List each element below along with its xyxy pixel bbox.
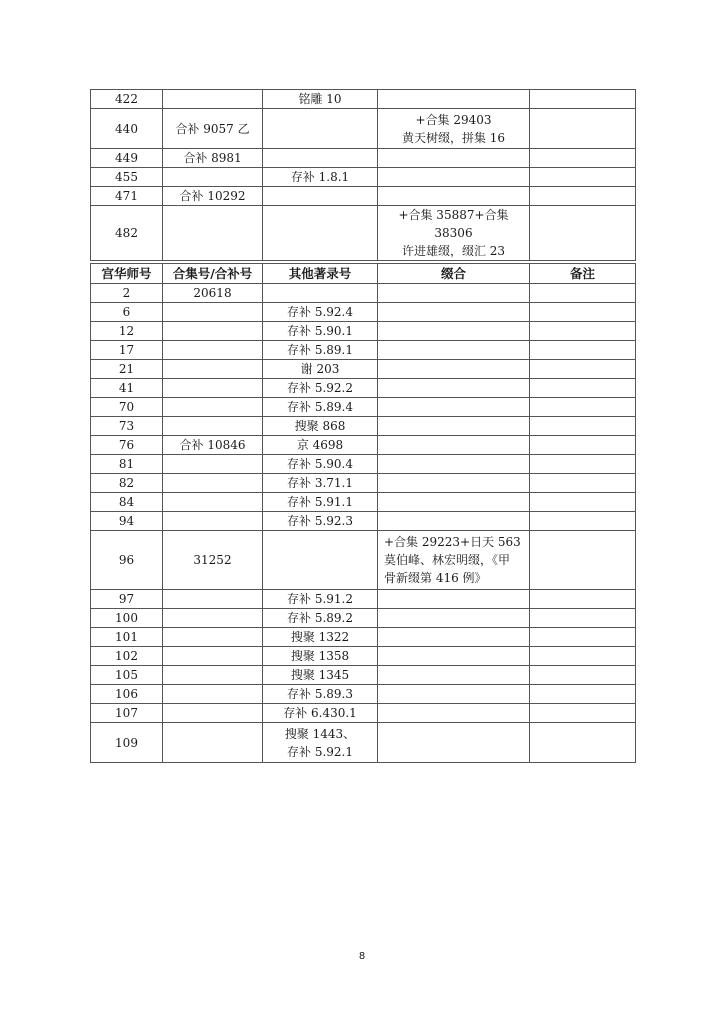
- cell-remarks: [530, 474, 636, 493]
- cell-rejoin: [378, 512, 530, 531]
- cell-line: +合集 29223+日天 563: [384, 535, 521, 549]
- cell-gonghua-number: 482: [91, 206, 163, 261]
- cell-other-records: [263, 149, 378, 168]
- catalog-table: [90, 263, 636, 763]
- cell-remarks: [530, 149, 636, 168]
- cell-heji-number: [163, 493, 263, 512]
- cell-gonghua-number: 21: [91, 360, 163, 379]
- cell-line: 莫伯峰、林宏明缀，《甲: [384, 553, 511, 567]
- table-row: [91, 187, 636, 206]
- table-row: [91, 493, 636, 512]
- cell-other-records: 存补 5.92.4: [263, 303, 378, 322]
- cell-rejoin: [378, 628, 530, 647]
- page-number: 8: [358, 951, 366, 962]
- cell-rejoin: [378, 360, 530, 379]
- table-row: [91, 455, 636, 474]
- cell-other-records: 存补 3.71.1: [263, 474, 378, 493]
- cell-gonghua-number: 81: [91, 455, 163, 474]
- cell-heji-number: [163, 303, 263, 322]
- cell-heji-number: [163, 590, 263, 609]
- cell-other-records: 存补 5.92.2: [263, 379, 378, 398]
- cell-gonghua-number: 455: [91, 168, 163, 187]
- cell-remarks: [530, 341, 636, 360]
- cell-remarks: [530, 531, 636, 590]
- table-row: [91, 206, 636, 261]
- cell-other-records: [263, 531, 378, 590]
- cell-gonghua-number: 105: [91, 666, 163, 685]
- cell-line: +合集 35887+合集 38306: [398, 208, 509, 240]
- cell-line: 黄天树缀，拼集 16: [401, 130, 506, 145]
- table-row: [91, 474, 636, 493]
- cell-rejoin: [378, 474, 530, 493]
- table-row: [91, 666, 636, 685]
- cell-remarks: [530, 685, 636, 704]
- header-row: [91, 264, 636, 284]
- cell-heji-number: [163, 647, 263, 666]
- cell-remarks: [530, 90, 636, 109]
- cell-other-records: [263, 723, 378, 763]
- catalog-table-header: [91, 264, 636, 284]
- cell-gonghua-number: 82: [91, 474, 163, 493]
- table-row: [91, 685, 636, 704]
- cell-other-records: [263, 109, 378, 149]
- cell-line: +合集 29403: [415, 112, 492, 127]
- cell-remarks: [530, 284, 636, 303]
- cell-heji-number: [163, 341, 263, 360]
- cell-heji-number: 合补 10292: [163, 187, 263, 206]
- cell-other-records: [263, 206, 378, 261]
- cell-rejoin: [378, 666, 530, 685]
- cell-heji-number: [163, 628, 263, 647]
- cell-gonghua-number: 101: [91, 628, 163, 647]
- cell-rejoin: [378, 206, 530, 261]
- cell-heji-number: [163, 398, 263, 417]
- table-row: [91, 398, 636, 417]
- table-row: [91, 360, 636, 379]
- cell-remarks: [530, 360, 636, 379]
- table-row: [91, 531, 636, 590]
- table-row: [91, 590, 636, 609]
- cell-rejoin: [378, 90, 530, 109]
- cell-other-records: 存补 1.8.1: [263, 168, 378, 187]
- cell-line: 许进雄缀，缀汇 23: [401, 244, 506, 258]
- cell-rejoin: [378, 723, 530, 763]
- cell-gonghua-number: 106: [91, 685, 163, 704]
- table-row: [91, 303, 636, 322]
- header-gonghua-number: 宫华师号: [91, 264, 163, 284]
- cell-heji-number: [163, 704, 263, 723]
- cell-remarks: [530, 609, 636, 628]
- cell-rejoin: [378, 284, 530, 303]
- cell-remarks: [530, 512, 636, 531]
- cell-heji-number: [163, 666, 263, 685]
- cell-rejoin: [378, 493, 530, 512]
- cell-rejoin: [378, 341, 530, 360]
- table-row: [91, 704, 636, 723]
- cell-remarks: [530, 590, 636, 609]
- cell-gonghua-number: 97: [91, 590, 163, 609]
- table-row: [91, 109, 636, 149]
- cell-other-records: 存补 5.92.3: [263, 512, 378, 531]
- cell-remarks: [530, 109, 636, 149]
- cell-heji-number: [163, 322, 263, 341]
- cell-other-records: 存补 6.430.1: [263, 704, 378, 723]
- cell-remarks: [530, 628, 636, 647]
- table-row: [91, 628, 636, 647]
- cell-gonghua-number: 471: [91, 187, 163, 206]
- cell-rejoin: [378, 379, 530, 398]
- table-row: [91, 90, 636, 109]
- cell-remarks: [530, 206, 636, 261]
- cell-other-records: 搜聚 1358: [263, 647, 378, 666]
- cell-rejoin: [378, 303, 530, 322]
- cell-rejoin: [378, 647, 530, 666]
- cell-heji-number: [163, 723, 263, 763]
- cell-remarks: [530, 723, 636, 763]
- cell-remarks: [530, 704, 636, 723]
- cell-gonghua-number: 12: [91, 322, 163, 341]
- cell-gonghua-number: 73: [91, 417, 163, 436]
- cell-heji-number: 合补 10846: [163, 436, 263, 455]
- cell-heji-number: [163, 206, 263, 261]
- table-row: [91, 417, 636, 436]
- cell-remarks: [530, 187, 636, 206]
- table-row: [91, 284, 636, 303]
- cell-heji-number: [163, 168, 263, 187]
- cell-gonghua-number: 100: [91, 609, 163, 628]
- cell-other-records: 存补 5.90.4: [263, 455, 378, 474]
- cell-gonghua-number: 70: [91, 398, 163, 417]
- table-row: [91, 609, 636, 628]
- cell-rejoin: [378, 322, 530, 341]
- table-row: [91, 322, 636, 341]
- cell-rejoin: [378, 149, 530, 168]
- cell-gonghua-number: 76: [91, 436, 163, 455]
- cell-gonghua-number: 109: [91, 723, 163, 763]
- cell-other-records: [263, 187, 378, 206]
- header-rejoin: 缀合: [378, 264, 530, 284]
- cell-rejoin: [378, 455, 530, 474]
- table-row: [91, 379, 636, 398]
- cell-gonghua-number: 449: [91, 149, 163, 168]
- cell-remarks: [530, 666, 636, 685]
- cell-other-records: 存补 5.89.3: [263, 685, 378, 704]
- cell-remarks: [530, 168, 636, 187]
- cell-rejoin: [378, 109, 530, 149]
- cell-remarks: [530, 322, 636, 341]
- cell-gonghua-number: 41: [91, 379, 163, 398]
- cell-other-records: 搜聚 1322: [263, 628, 378, 647]
- cell-line: 搜聚 1443、: [284, 726, 356, 741]
- catalog-table-continued: [90, 89, 636, 261]
- cell-remarks: [530, 417, 636, 436]
- cell-heji-number: [163, 512, 263, 531]
- cell-rejoin: [378, 436, 530, 455]
- cell-heji-number: [163, 90, 263, 109]
- cell-heji-number: 20618: [163, 284, 263, 303]
- cell-other-records: 铭雕 10: [263, 90, 378, 109]
- cell-heji-number: [163, 360, 263, 379]
- cell-heji-number: [163, 455, 263, 474]
- cell-heji-number: [163, 379, 263, 398]
- cell-line: 存补 5.92.1: [287, 744, 353, 759]
- cell-gonghua-number: 17: [91, 341, 163, 360]
- cell-other-records: 存补 5.89.2: [263, 609, 378, 628]
- cell-gonghua-number: 94: [91, 512, 163, 531]
- cell-heji-number: 31252: [163, 531, 263, 590]
- cell-remarks: [530, 647, 636, 666]
- table-row: [91, 341, 636, 360]
- cell-remarks: [530, 493, 636, 512]
- cell-remarks: [530, 436, 636, 455]
- table-row: [91, 149, 636, 168]
- cell-other-records: 存补 5.90.1: [263, 322, 378, 341]
- cell-gonghua-number: 107: [91, 704, 163, 723]
- table-row: [91, 723, 636, 763]
- cell-remarks: [530, 398, 636, 417]
- cell-line: 骨新缀第 416 例》: [384, 571, 487, 585]
- cell-gonghua-number: 84: [91, 493, 163, 512]
- cell-gonghua-number: 102: [91, 647, 163, 666]
- catalog-table-body: [91, 284, 636, 763]
- cell-other-records: 存补 5.89.4: [263, 398, 378, 417]
- table-row: [91, 168, 636, 187]
- cell-heji-number: [163, 417, 263, 436]
- cell-other-records: 京 4698: [263, 436, 378, 455]
- cell-gonghua-number: 6: [91, 303, 163, 322]
- cell-other-records: 搜聚 868: [263, 417, 378, 436]
- cell-heji-number: [163, 474, 263, 493]
- cell-gonghua-number: 440: [91, 109, 163, 149]
- table-row: [91, 436, 636, 455]
- cell-remarks: [530, 303, 636, 322]
- catalog-table-continued-body: [91, 90, 636, 261]
- header-other-records: 其他著录号: [263, 264, 378, 284]
- cell-rejoin: [378, 609, 530, 628]
- cell-other-records: 存补 5.91.2: [263, 590, 378, 609]
- table-row: [91, 647, 636, 666]
- cell-other-records: [263, 284, 378, 303]
- cell-remarks: [530, 455, 636, 474]
- cell-rejoin: [378, 531, 530, 590]
- cell-rejoin: [378, 187, 530, 206]
- cell-gonghua-number: 2: [91, 284, 163, 303]
- cell-rejoin: [378, 704, 530, 723]
- cell-other-records: 存补 5.89.1: [263, 341, 378, 360]
- cell-rejoin: [378, 398, 530, 417]
- cell-rejoin: [378, 168, 530, 187]
- cell-heji-number: 合补 9057 乙: [163, 109, 263, 149]
- cell-remarks: [530, 379, 636, 398]
- header-remarks: 备注: [530, 264, 636, 284]
- cell-gonghua-number: 422: [91, 90, 163, 109]
- table-row: [91, 512, 636, 531]
- cell-rejoin: [378, 685, 530, 704]
- cell-rejoin: [378, 590, 530, 609]
- cell-heji-number: [163, 609, 263, 628]
- cell-heji-number: 合补 8981: [163, 149, 263, 168]
- cell-rejoin: [378, 417, 530, 436]
- cell-heji-number: [163, 685, 263, 704]
- cell-other-records: 搜聚 1345: [263, 666, 378, 685]
- cell-gonghua-number: 96: [91, 531, 163, 590]
- cell-other-records: 存补 5.91.1: [263, 493, 378, 512]
- header-heji-number: 合集号/合补号: [163, 264, 263, 284]
- cell-other-records: 谢 203: [263, 360, 378, 379]
